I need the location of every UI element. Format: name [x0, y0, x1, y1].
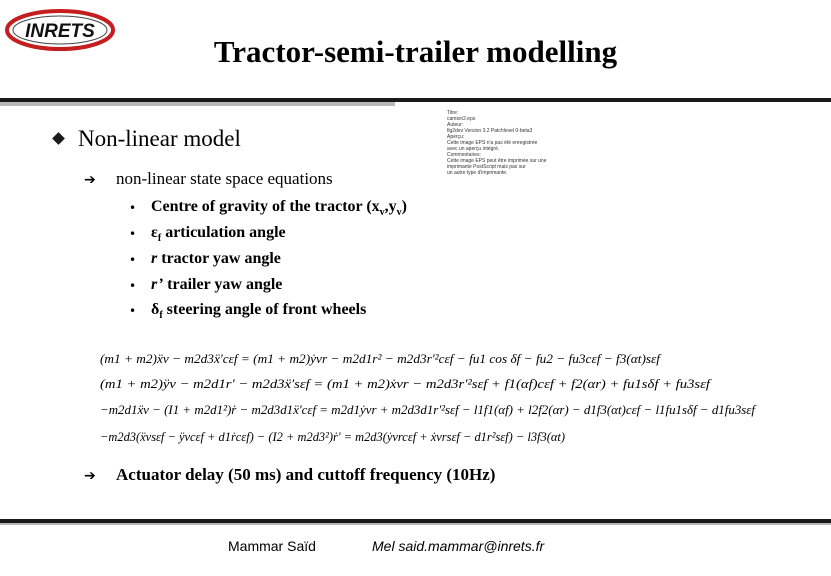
- eps-preview-box: Titre: camion2.eps Auteur: fig2dev Version 3.2 Patchlevel 0-beta3 Aperçu: Cette image EPS n'a pas été enregistrée avec un aperçu intégré. Commentaires: Cette image EPS peut être imprimée sur une imprimante PostScript mais pas sur un autre type d'imprimante.: [447, 110, 547, 176]
- slide-title: Tractor-semi-trailer modelling: [213, 34, 618, 69]
- equations-block: [100, 343, 760, 448]
- author-name: Mammar Saïd: [228, 538, 316, 554]
- equation-3: −m2d1ẍv − (I1 + m2d1²)ṙ − m2d3d1ẍ'cεf = m2d1ẏvr + m2d3d1r'²sεf − l1f1(αf) + l2f2(αr) − d1f3(αt)cεf − l1fu1sδf − d1fu3sεf: [100, 402, 758, 417]
- level1-text: Non-linear model: [78, 126, 241, 151]
- arrow-right-icon: ➔: [84, 172, 96, 188]
- level2-actuator-delay: Actuator delay (50 ms) and cuttoff frequency (10Hz): [116, 465, 496, 484]
- author-email: Mel said.mammar@inrets.fr: [372, 538, 545, 554]
- equation-1: (m1 + m2)ẍv − m2d3ẍ'cεf = (m1 + m2)ẏvr − m2d1r² − m2d3r'²cεf − fu1 cos δf − fu2 − fu3cεf − f3(αt)sεf: [100, 351, 663, 366]
- equation-2: (m1 + m2)ÿv − m2d1r' − m2d3ẍ'sεf = (m1 + m2)ẋvr − m2d3r'²sεf + f1(αf)cεf + f2(αr) + fu1sδf + fu3sεf: [100, 376, 713, 391]
- diamond-bullet-icon: [52, 132, 65, 145]
- title-divider: [0, 98, 831, 105]
- level2-state-equations: non-linear state space equations: [116, 169, 333, 188]
- footer-divider-grey: [0, 523, 831, 525]
- arrow-right-icon: ➔: [84, 468, 96, 484]
- equation-4: −m2d3(ẍvsεf − ÿvcεf + d1ṙcεf) − (I2 + m2d3²)ṙ' = m2d3(ẏvrcεf + ẋvrsεf − d1r²sεf) − l3f3(αt): [100, 429, 565, 444]
- logo-text: INRETS: [25, 21, 95, 42]
